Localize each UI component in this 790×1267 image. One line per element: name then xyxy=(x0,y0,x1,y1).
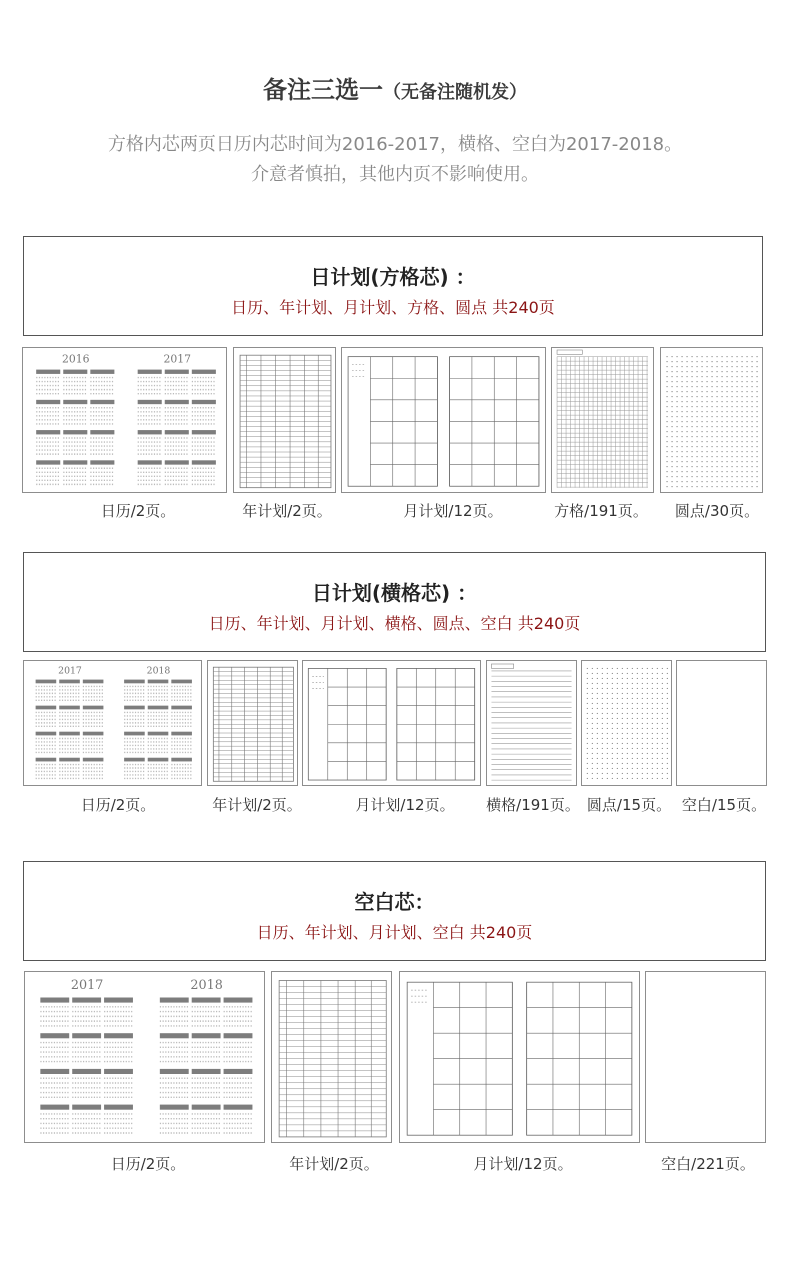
caption-dots: 圆点/30页。 xyxy=(674,502,760,520)
page-preview-drawing xyxy=(582,661,671,785)
page-preview-drawing xyxy=(677,661,766,785)
page-preview-drawing xyxy=(487,661,576,785)
page-preview-drawing xyxy=(661,348,762,492)
thumb-calendar xyxy=(22,347,227,493)
thumb-calendar xyxy=(23,660,202,786)
section-1-contents: 日历、年计划、月计划、方格、圆点 共240页 xyxy=(231,298,555,317)
calendar-year-label: 2017 xyxy=(163,352,192,366)
section-1-heading: 日计划(方格芯) ： xyxy=(310,265,476,289)
thumb-calendar xyxy=(24,971,265,1143)
page-preview-drawing xyxy=(272,972,391,1142)
section-2-contents: 日历、年计划、月计划、横格、圆点、空白 共240页 xyxy=(208,614,581,633)
section-3-header-box xyxy=(23,861,766,961)
page-preview-drawing xyxy=(646,972,765,1142)
page-preview-drawing xyxy=(400,972,639,1142)
thumb-month-plan xyxy=(399,971,640,1143)
page-preview-drawing xyxy=(24,661,201,785)
caption-grid: 方格/191页。 xyxy=(554,502,648,520)
thumb-blank-page xyxy=(676,660,767,786)
thumb-lined-page xyxy=(486,660,577,786)
thumb-month-plan xyxy=(302,660,481,786)
section-1-header-box xyxy=(23,236,763,336)
caption-dots: 圆点/15页。 xyxy=(586,796,672,814)
page-preview-drawing xyxy=(234,348,335,492)
calendar-year-label: 2018 xyxy=(190,978,223,993)
calendar-year-label: 2017 xyxy=(58,665,82,677)
page-preview-drawing xyxy=(23,348,226,492)
calendar-year-label: 2018 xyxy=(146,665,171,677)
thumb-grid-page xyxy=(551,347,654,493)
page-preview-drawing xyxy=(342,348,545,492)
caption-calendar: 日历/2页。 xyxy=(100,502,176,520)
thumb-dot-page xyxy=(660,347,763,493)
section-3-contents: 日历、年计划、月计划、空白 共240页 xyxy=(256,923,533,942)
caption-calendar: 日历/2页。 xyxy=(80,796,156,814)
thumb-dot-page xyxy=(581,660,672,786)
section-2-header-box xyxy=(23,552,766,652)
caption-year-plan: 年计划/2页。 xyxy=(289,1155,379,1173)
section-2-heading: 日计划(横格芯) ： xyxy=(311,581,478,605)
caption-year-plan: 年计划/2页。 xyxy=(242,502,332,520)
page-preview-drawing xyxy=(208,661,297,785)
thumb-month-plan xyxy=(341,347,546,493)
notice-line-2: 介意者慎拍，其他内页不影响使用。 xyxy=(251,164,539,185)
page-title xyxy=(0,70,790,105)
page-preview-drawing xyxy=(303,661,480,785)
caption-lined: 横格/191页。 xyxy=(486,796,580,814)
caption-month-plan: 月计划/12页。 xyxy=(355,796,455,814)
calendar-year-label: 2016 xyxy=(62,352,90,366)
page-title-main: 备注三选一 xyxy=(263,76,383,104)
page-preview-drawing xyxy=(552,348,653,492)
thumb-blank-page xyxy=(645,971,766,1143)
thumb-year-plan xyxy=(233,347,336,493)
caption-calendar: 日历/2页。 xyxy=(110,1155,186,1173)
section-3-heading: 空白芯： xyxy=(354,890,435,914)
caption-month-plan: 月计划/12页。 xyxy=(473,1155,573,1173)
caption-month-plan: 月计划/12页。 xyxy=(403,502,503,520)
notice-line-1: 方格内芯两页日历内芯时间为2016-2017，横格、空白为2017-2018。 xyxy=(107,134,683,155)
page-title-note: （无备注随机发） xyxy=(383,82,527,103)
caption-blank: 空白/15页。 xyxy=(681,796,767,814)
calendar-year-label: 2017 xyxy=(70,978,104,993)
page-preview-drawing xyxy=(25,972,264,1142)
caption-year-plan: 年计划/2页。 xyxy=(212,796,302,814)
thumb-year-plan xyxy=(207,660,298,786)
thumb-year-plan xyxy=(271,971,392,1143)
caption-blank: 空白/221页。 xyxy=(661,1155,755,1173)
